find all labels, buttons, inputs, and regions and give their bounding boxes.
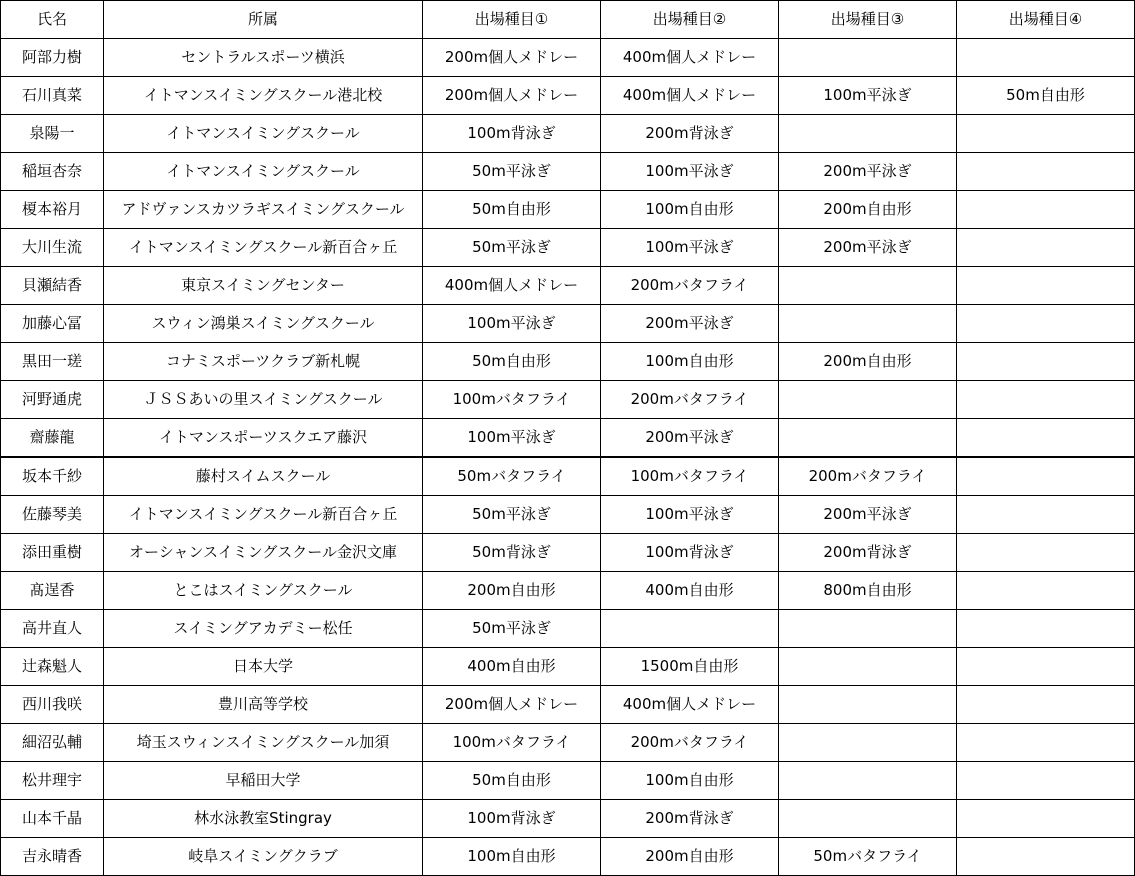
cell-event-4: [957, 229, 1135, 267]
table-row: [1, 343, 1135, 381]
cell-name: 榎本裕月: [1, 191, 104, 229]
cell-event-4: [957, 191, 1135, 229]
cell-event-2: 100m平泳ぎ: [601, 229, 779, 267]
table-row: [1, 457, 1135, 496]
header-row: [1, 1, 1135, 39]
cell-event-2: 400m個人メドレー: [601, 686, 779, 724]
cell-event-2: 200m背泳ぎ: [601, 115, 779, 153]
cell-event-2: 100m自由形: [601, 762, 779, 800]
cell-club: 豊川高等学校: [104, 686, 423, 724]
cell-name: 佐藤琴美: [1, 496, 104, 534]
cell-club: 埼玉スウィンスイミングスクール加須: [104, 724, 423, 762]
cell-event-1: 100mバタフライ: [423, 381, 601, 419]
cell-event-1: 50mバタフライ: [423, 457, 601, 496]
cell-name: 齋藤龍: [1, 419, 104, 458]
table-row: [1, 648, 1135, 686]
cell-event-2: 200mバタフライ: [601, 267, 779, 305]
cell-event-3: [779, 39, 957, 77]
cell-event-1: 100mバタフライ: [423, 724, 601, 762]
cell-event-4: [957, 534, 1135, 572]
cell-club: 藤村スイムスクール: [104, 457, 423, 496]
cell-event-2: 100m平泳ぎ: [601, 153, 779, 191]
cell-event-3: [779, 762, 957, 800]
cell-name: 黒田一瑳: [1, 343, 104, 381]
cell-name: 阿部力樹: [1, 39, 104, 77]
cell-club: イトマンスポーツスクエア藤沢: [104, 419, 423, 458]
cell-event-1: 100m平泳ぎ: [423, 419, 601, 458]
table-row: [1, 496, 1135, 534]
cell-event-4: [957, 267, 1135, 305]
column-header-event-3: 出場種目③: [779, 1, 957, 39]
cell-event-3: [779, 267, 957, 305]
cell-event-4: [957, 648, 1135, 686]
cell-event-3: 200mバタフライ: [779, 457, 957, 496]
cell-event-2: 400m個人メドレー: [601, 39, 779, 77]
cell-event-3: 100m平泳ぎ: [779, 77, 957, 115]
table-row: [1, 572, 1135, 610]
cell-event-1: 200m個人メドレー: [423, 77, 601, 115]
cell-event-3: [779, 381, 957, 419]
cell-club: アドヴァンスカツラギスイミングスクール: [104, 191, 423, 229]
cell-event-2: 100m平泳ぎ: [601, 496, 779, 534]
cell-club: スイミングアカデミー松任: [104, 610, 423, 648]
cell-event-1: 50m背泳ぎ: [423, 534, 601, 572]
cell-name: 松井理宇: [1, 762, 104, 800]
cell-event-4: [957, 153, 1135, 191]
cell-event-1: 50m自由形: [423, 343, 601, 381]
cell-event-1: 50m自由形: [423, 191, 601, 229]
cell-event-3: 50mバタフライ: [779, 838, 957, 876]
cell-event-3: 200m平泳ぎ: [779, 496, 957, 534]
cell-name: 河野通虎: [1, 381, 104, 419]
cell-name: 稲垣杏奈: [1, 153, 104, 191]
cell-name: 辻森魁人: [1, 648, 104, 686]
table-row: [1, 686, 1135, 724]
table-row: [1, 305, 1135, 343]
cell-name: 石川真菜: [1, 77, 104, 115]
table-row: [1, 610, 1135, 648]
cell-event-1: 400m自由形: [423, 648, 601, 686]
cell-event-4: [957, 686, 1135, 724]
cell-event-2: 200m背泳ぎ: [601, 800, 779, 838]
cell-event-2: 200mバタフライ: [601, 381, 779, 419]
cell-name: 西川我咲: [1, 686, 104, 724]
cell-event-1: 50m平泳ぎ: [423, 496, 601, 534]
cell-name: 髙逞香: [1, 572, 104, 610]
cell-event-4: [957, 572, 1135, 610]
cell-event-4: [957, 115, 1135, 153]
column-header-club: 所属: [104, 1, 423, 39]
table-row: [1, 381, 1135, 419]
cell-event-3: [779, 419, 957, 458]
table-row: [1, 191, 1135, 229]
cell-event-3: 200m自由形: [779, 343, 957, 381]
cell-name: 大川生流: [1, 229, 104, 267]
cell-event-3: [779, 610, 957, 648]
cell-club: セントラルスポーツ横浜: [104, 39, 423, 77]
cell-event-2: 200mバタフライ: [601, 724, 779, 762]
column-header-name: 氏名: [1, 1, 104, 39]
cell-event-3: [779, 800, 957, 838]
cell-event-2: 400m個人メドレー: [601, 77, 779, 115]
cell-club: ＪＳＳあいの里スイミングスクール: [104, 381, 423, 419]
cell-event-1: 100m背泳ぎ: [423, 115, 601, 153]
cell-event-3: 200m平泳ぎ: [779, 229, 957, 267]
column-header-event-4: 出場種目④: [957, 1, 1135, 39]
cell-event-1: 50m平泳ぎ: [423, 610, 601, 648]
cell-club: 林水泳教室Stingray: [104, 800, 423, 838]
cell-event-1: 50m平泳ぎ: [423, 153, 601, 191]
table-row: [1, 77, 1135, 115]
cell-event-1: 50m平泳ぎ: [423, 229, 601, 267]
cell-event-4: [957, 381, 1135, 419]
cell-event-4: [957, 724, 1135, 762]
cell-club: イトマンスイミングスクール: [104, 153, 423, 191]
cell-name: 山本千晶: [1, 800, 104, 838]
cell-club: イトマンスイミングスクール新百合ヶ丘: [104, 496, 423, 534]
cell-event-4: [957, 419, 1135, 458]
cell-event-2: 400m自由形: [601, 572, 779, 610]
cell-event-4: [957, 496, 1135, 534]
cell-event-3: 200m自由形: [779, 191, 957, 229]
cell-club: イトマンスイミングスクール港北校: [104, 77, 423, 115]
cell-name: 貝瀬結香: [1, 267, 104, 305]
cell-club: 東京スイミングセンター: [104, 267, 423, 305]
cell-name: 吉永晴香: [1, 838, 104, 876]
table-row: [1, 229, 1135, 267]
table-row: [1, 39, 1135, 77]
cell-event-2: [601, 610, 779, 648]
cell-event-2: 1500m自由形: [601, 648, 779, 686]
cell-event-4: [957, 305, 1135, 343]
table-row: [1, 419, 1135, 458]
cell-club: 岐阜スイミングクラブ: [104, 838, 423, 876]
cell-club: とこはスイミングスクール: [104, 572, 423, 610]
table-row: [1, 115, 1135, 153]
cell-event-1: 200m個人メドレー: [423, 39, 601, 77]
cell-club: 日本大学: [104, 648, 423, 686]
cell-name: 添田重樹: [1, 534, 104, 572]
table-row: [1, 534, 1135, 572]
cell-event-3: 200m背泳ぎ: [779, 534, 957, 572]
table-row: [1, 724, 1135, 762]
cell-event-4: [957, 39, 1135, 77]
column-header-event-2: 出場種目②: [601, 1, 779, 39]
cell-name: 細沼弘輔: [1, 724, 104, 762]
cell-event-1: 100m自由形: [423, 838, 601, 876]
cell-name: 坂本千紗: [1, 457, 104, 496]
column-header-event-1: 出場種目①: [423, 1, 601, 39]
cell-event-4: [957, 610, 1135, 648]
cell-name: 高井直人: [1, 610, 104, 648]
cell-event-1: 50m自由形: [423, 762, 601, 800]
cell-event-4: [957, 343, 1135, 381]
table-row: [1, 838, 1135, 876]
cell-event-4: [957, 457, 1135, 496]
table-row: [1, 153, 1135, 191]
cell-event-1: 100m背泳ぎ: [423, 800, 601, 838]
cell-event-1: 100m平泳ぎ: [423, 305, 601, 343]
cell-event-3: [779, 115, 957, 153]
cell-event-4: [957, 838, 1135, 876]
cell-club: オーシャンスイミングスクール金沢文庫: [104, 534, 423, 572]
cell-event-2: 200m平泳ぎ: [601, 305, 779, 343]
cell-club: コナミスポーツクラブ新札幌: [104, 343, 423, 381]
cell-event-3: 200m平泳ぎ: [779, 153, 957, 191]
cell-event-3: [779, 305, 957, 343]
cell-event-4: [957, 762, 1135, 800]
cell-event-1: 200m自由形: [423, 572, 601, 610]
cell-event-2: 200m平泳ぎ: [601, 419, 779, 458]
table-row: [1, 800, 1135, 838]
cell-event-3: 800m自由形: [779, 572, 957, 610]
cell-club: イトマンスイミングスクール新百合ヶ丘: [104, 229, 423, 267]
cell-event-2: 100m自由形: [601, 191, 779, 229]
cell-event-4: [957, 800, 1135, 838]
cell-name: 泉陽一: [1, 115, 104, 153]
cell-event-3: [779, 686, 957, 724]
cell-name: 加藤心冨: [1, 305, 104, 343]
cell-event-2: 100m背泳ぎ: [601, 534, 779, 572]
cell-club: 早稲田大学: [104, 762, 423, 800]
cell-event-1: 400m個人メドレー: [423, 267, 601, 305]
cell-club: スウィン鴻巣スイミングスクール: [104, 305, 423, 343]
table-row: [1, 762, 1135, 800]
cell-event-4: 50m自由形: [957, 77, 1135, 115]
cell-event-2: 200m自由形: [601, 838, 779, 876]
cell-event-3: [779, 724, 957, 762]
table-row: [1, 267, 1135, 305]
cell-event-3: [779, 648, 957, 686]
cell-event-1: 200m個人メドレー: [423, 686, 601, 724]
cell-event-2: 100mバタフライ: [601, 457, 779, 496]
cell-club: イトマンスイミングスクール: [104, 115, 423, 153]
cell-event-2: 100m自由形: [601, 343, 779, 381]
